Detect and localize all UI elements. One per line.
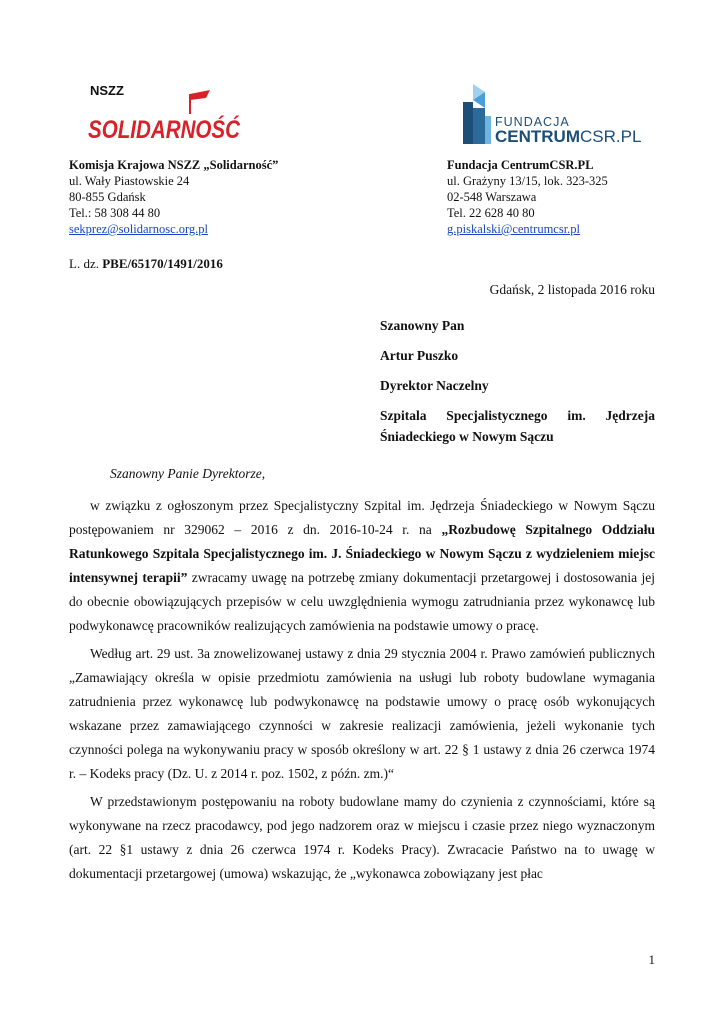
sender-left-street: ul. Wały Piastowskie 24 bbox=[69, 174, 190, 188]
centrumcsr-logo-csr: CSR.PL bbox=[580, 127, 642, 146]
sender-right-street: ul. Grażyny 13/15, lok. 323-325 bbox=[447, 174, 608, 188]
reference-value: PBE/65170/1491/2016 bbox=[102, 256, 223, 271]
sender-left-phone: Tel.: 58 308 44 80 bbox=[69, 206, 161, 220]
sender-right-email-link[interactable]: g.piskalski@centrumcsr.pl bbox=[447, 222, 581, 236]
solidarnosc-logo-prefix: NSZZ bbox=[90, 83, 124, 98]
recipient-name: Artur Puszko bbox=[380, 348, 459, 363]
centrumcsr-logo-centrum: CENTRUM bbox=[495, 127, 580, 146]
recipient-position: Dyrektor Naczelny bbox=[380, 378, 489, 393]
centrumcsr-logo bbox=[455, 82, 642, 148]
solidarnosc-logo bbox=[86, 80, 273, 146]
greeting: Szanowny Panie Dyrektorze, bbox=[110, 466, 266, 481]
letter-date: Gdańsk, 2 listopada 2016 roku bbox=[489, 282, 655, 297]
paragraph-1 bbox=[69, 494, 655, 638]
sender-right-block bbox=[447, 157, 608, 237]
recipient-institution-line2: Śniadeckiego w Nowym Sączu bbox=[380, 429, 554, 444]
paragraph-3: W przedstawionym postępowaniu na roboty budowlane mamy do czynienia z czynnościami, które są wykonywane na rzecz pracodawcy, pod jego nadzorem oraz w miejscu i czasie przez niego wyznaczonym (art. 22 §1 ustawy z dnia 26 czerwca 1974 r. Kodeks Pracy). Zwracacie Państwo na to uwagę w dokumentacji przetargowej (umowa) wskazując, że „wykonawca zobowiązany jest płac bbox=[69, 794, 655, 881]
letter-body bbox=[69, 494, 655, 890]
reference-number bbox=[69, 256, 223, 272]
sender-left-block bbox=[69, 157, 278, 237]
sender-right-phone: Tel. 22 628 40 80 bbox=[447, 206, 535, 220]
sender-left-name: Komisja Krajowa NSZZ „Solidarność” bbox=[69, 158, 279, 172]
recipient-institution-line1: Szpitala Specjalistycznego im. Jędrzeja bbox=[380, 408, 655, 423]
paragraph-2: Według art. 29 ust. 3a znowelizowanej ustawy z dnia 29 stycznia 2004 r. Prawo zamówień publicznych „Zamawiający określa w opisie przedmiotu zamówienia na usługi lub roboty budowlane wymagania zatrudnienia przez wykonawcę lub podwykonawcę na podstawie umowy o pracę osób wykonujących wskazane przez zamawiającego czynności w zakresie realizacji zamówienia, jeżeli wykonanie tych czynności polega na wykonywaniu pracy w sposób określony w art. 22 § 1 ustawy z dnia 26 czerwca 1974 r. – Kodeks pracy (Dz. U. z 2014 r. poz. 1502, z późn. zm.)“ bbox=[69, 646, 655, 781]
sender-left-city: 80-855 Gdańsk bbox=[69, 190, 146, 204]
centrumcsr-logo-line1: FUNDACJA bbox=[495, 115, 570, 129]
paragraph-1-end: zwracamy uwagę na potrzebę zmiany dokumentacji przetargowej i dostosowania jej do obecnie obowiązujących przepisów w celu uwzględnienia wymogu zatrudniania przez wykonawcę lub podwykonawcę pracowników realizujących zamówienia na podstawie umowy o pracę. bbox=[69, 570, 656, 633]
page-number: 1 bbox=[648, 952, 655, 967]
sender-left-email-link[interactable]: sekprez@solidarnosc.org.pl bbox=[69, 222, 209, 236]
sender-right-city: 02-548 Warszawa bbox=[447, 190, 537, 204]
solidarnosc-logo-wordmark: SOLIDARNOŚĆ bbox=[88, 116, 273, 144]
svg-text:CENTRUMCSR.PL bbox=[495, 127, 641, 146]
sender-right-name: Fundacja CentrumCSR.PL bbox=[447, 158, 594, 172]
reference-label: L. dz. bbox=[69, 256, 99, 271]
paragraph-1-start: w związku z ogłoszonym przez Specjalistyczny Szpital im. Jędrzeja Śniadeckiego w Nowym Sączu postępowaniem nr 329062 – 2016 z dn. 2016-10-24 r. na bbox=[69, 498, 655, 537]
recipient-block bbox=[380, 318, 655, 459]
recipient-salutation: Szanowny Pan bbox=[380, 318, 465, 333]
tender-title: „Rozbudowę Szpitalnego Oddziału Ratunkowego Szpitala Specjalistycznego im. J. Śniadeckiego w Nowym Sączu z wydzieleniem miejsc intensywnej terapii” bbox=[69, 522, 656, 585]
